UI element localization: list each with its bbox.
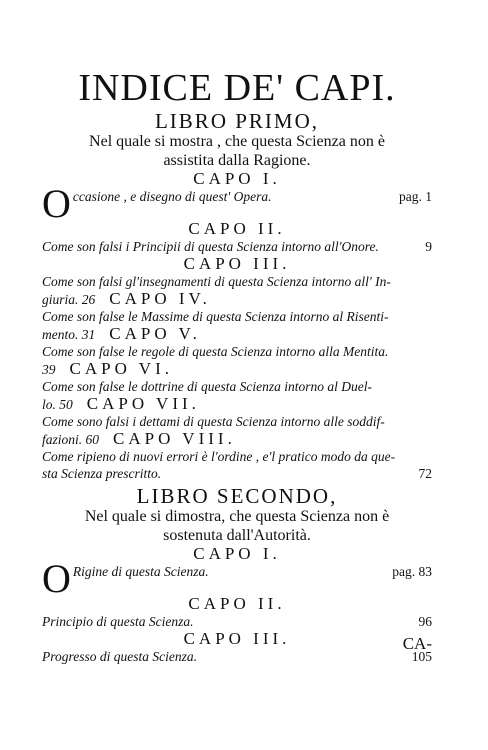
entry-text: Come son false le regole di questa Scienza intorno alla Mentita. [42, 344, 389, 359]
chapter-entry [42, 648, 432, 665]
entry-text: Progresso di questa Scienza. [42, 649, 197, 664]
chapter-entry [42, 378, 432, 413]
chapter-entry [42, 448, 432, 482]
catchword: CA- [402, 634, 432, 653]
entry-text: Rigine di questa Scienza. [72, 564, 209, 579]
page-number: 105 [411, 649, 432, 664]
entry-text: Come ripieno di nuovi errori è l'ordine , e'l pratico modo da que- [42, 449, 396, 464]
capo-heading: CAPO VI. [69, 359, 173, 378]
entry-text-cont: sta Scienza prescritto. [42, 466, 162, 481]
entry-text: Come sono falsi i dettami di questa Scienza intorno alle soddif- [42, 414, 385, 429]
drop-cap: O [42, 556, 71, 601]
chapter-entry [42, 413, 432, 448]
chapter-entry [42, 181, 432, 226]
capo-heading: CAPO II. [188, 594, 286, 613]
capo-heading: CAPO VII. [86, 394, 200, 413]
chapter-entry [42, 613, 432, 630]
page-number: 96 [418, 614, 432, 629]
libro-primo-subtitle-line2: assistita dalla Ragione. [163, 152, 311, 169]
entry-text-cont: mento. 31 [42, 327, 96, 342]
capo-heading: CAPO II. [188, 219, 286, 238]
entry-text-cont: fazioni. 60 [42, 432, 100, 447]
capo-heading: CAPO VIII. [113, 429, 236, 448]
entry-text-cont: lo. 50 [42, 397, 73, 412]
libro-primo-subtitle-line1: Nel quale si mostra , che questa Scienza non è [89, 133, 385, 150]
entry-text: Come son false le dottrine di questa Scienza intorno al Duel- [42, 379, 372, 394]
entry-text-cont: 39 [42, 362, 56, 377]
entry-text-cont: giuria. 26 [42, 292, 96, 307]
libro-secondo-subtitle-line2: sostenuta dall'Autorità. [163, 527, 311, 544]
libro-secondo-heading: LIBRO SECONDO, [136, 484, 338, 508]
capo-heading: CAPO I. [193, 544, 281, 563]
chapter-entry [42, 238, 432, 255]
entry-text: Principio di questa Scienza. [42, 614, 194, 629]
entry-text: Come son falsi i Principii di questa Scienza intorno all'Onore. [42, 239, 379, 254]
drop-cap: O [42, 181, 71, 226]
entry-text: Come son falsi gl'insegnamenti di questa Scienza intorno all' In- [42, 274, 391, 289]
capo-heading: CAPO I. [193, 169, 281, 188]
capo-heading: CAPO III. [183, 629, 291, 648]
chapter-entry [42, 343, 432, 378]
libro-secondo-subtitle-line1: Nel quale si dimostra, che questa Scienza non è [84, 508, 390, 525]
page-number: pag. 83 [392, 564, 432, 579]
page-title: INDICE DE' CAPI. [78, 67, 396, 109]
chapter-entry [42, 273, 432, 308]
libro-primo-heading: LIBRO PRIMO, [154, 109, 320, 133]
capo-heading: CAPO III. [183, 254, 291, 273]
page-number: 9 [425, 239, 432, 254]
page-number: pag. 1 [399, 189, 432, 204]
chapter-entry [42, 308, 432, 343]
capo-heading: CAPO IV. [109, 289, 211, 308]
entry-text: ccasione , e disegno di quest' Opera. [72, 189, 272, 204]
capo-heading: CAPO V. [109, 324, 201, 343]
page-number: 72 [418, 466, 432, 481]
entry-text: Come son false le Massime di questa Scienza intorno al Risenti- [42, 309, 389, 324]
chapter-entry [42, 556, 432, 601]
